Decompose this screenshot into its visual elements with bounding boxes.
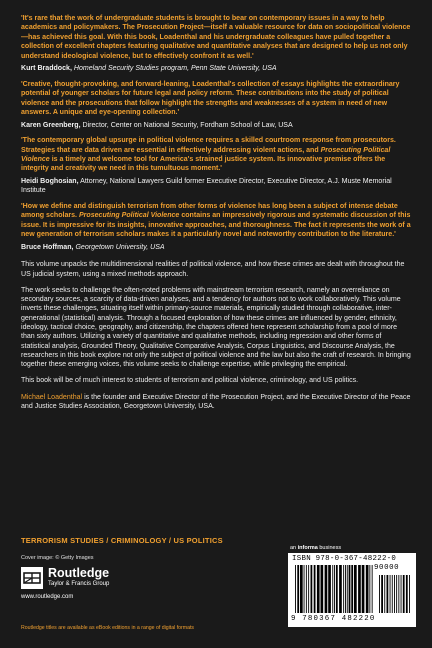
informa-business-tag: an informa business	[290, 545, 342, 551]
endorsement-4	[21, 202, 411, 252]
endorsement-1	[21, 14, 411, 74]
endorsement-attribution	[21, 121, 411, 131]
publisher-logo	[21, 566, 151, 600]
endorser-title: Homeland Security Studies program, Penn State University, USA	[73, 65, 277, 73]
endorser-name: Kurt Braddock,	[21, 65, 72, 73]
barcode-bar	[354, 565, 357, 613]
addon-bar	[384, 575, 385, 613]
barcode-bar	[366, 565, 369, 613]
routledge-emblem-icon	[21, 567, 43, 589]
author-name: Michael Loadenthal	[21, 393, 83, 401]
barcode-bar	[300, 565, 303, 613]
endorsement-attribution	[21, 243, 411, 253]
endorser-title: Attorney, National Lawyers Guild former Executive Director, Executive Director, A.J. Muste Memorial Institute	[21, 177, 392, 195]
endorsement-attribution	[21, 64, 411, 74]
publisher-group: Taylor & Francis Group	[48, 581, 110, 587]
endorsement-attribution	[21, 177, 411, 196]
endorsement-quote: 'Creative, thought-provoking, and forward-leaning, Loadenthal's collection of essays highlights the extraordinary potential of younger scholars for future legal and policy reform. These contributions into the study of political violence and the prosecutions that follow highlight the strengths and weaknesses of a system in need of new answers. A unique and eye-opening collection.'	[21, 80, 400, 117]
addon-bar	[409, 575, 410, 613]
endorsement-quote: 'How we define and distinguish terrorism from other forms of violence has long been a subject of intense debate among scholars. Prosecuting Political Violence contains an impressively rigorous and systematic discussion of this issue. It is impressive for its insights, innovative approaches, and thoroughness. The fact it represents the work of a new generation of terrorism scholars makes it a particularly novel and noteworthy contribution to the literature.'	[21, 202, 411, 239]
addon-bar	[398, 575, 399, 613]
endorser-name: Heidi Boghosian,	[21, 177, 79, 185]
barcode-bar	[343, 565, 344, 613]
barcode-digits: 9 780367 482220	[291, 615, 376, 623]
barcode-bar	[347, 565, 348, 613]
endorser-title: Georgetown University, USA	[75, 243, 165, 251]
endorser-title: Director, Center on National Security, Fordham School of Law, USA	[82, 121, 293, 129]
barcode-bar	[349, 565, 351, 613]
endorser-name: Karen Greenberg,	[21, 121, 81, 129]
addon-bar	[403, 575, 405, 613]
barcode-bar	[295, 565, 296, 613]
price-addon-number: 90000	[374, 564, 400, 572]
addon-bar	[394, 575, 395, 613]
addon-bar	[396, 575, 397, 613]
addon-bar	[406, 575, 408, 613]
endorsement-2	[21, 80, 411, 130]
endorsement-quote: 'It's rare that the work of undergraduate students is brought to bear on contemporary issues in a way to help academics and policymakers. The Prosecution Project—itself a valuable resource for data on sociopolitical violence—has achieved this goal. With this book, Loadenthal and his undergraduate colleagues have pulled together a collection of excellent chapters featuring qualitative and quantitative analyses that are designed to help us not only understand ideological violence, but to effectively confront it as well.'	[21, 15, 411, 60]
barcode-bar	[362, 565, 365, 613]
cover-image-credit: Cover image: © Getty Images	[21, 555, 94, 561]
isbn-label: ISBN 978-0-367-48222-0	[292, 555, 397, 563]
barcode-graphic	[291, 565, 413, 615]
barcode-bar	[332, 565, 333, 613]
isbn-barcode	[288, 553, 416, 627]
description-paragraph-1: This volume unpacks the multidimensional realities of political violence, and how these crimes are dealt with throughout the US judicial system, using a mixed methods approach.	[21, 261, 405, 278]
barcode-bar	[306, 565, 307, 613]
barcode-bar	[317, 565, 320, 613]
barcode-bar	[369, 565, 370, 613]
barcode-bar	[308, 565, 309, 613]
endorsement-3	[21, 136, 411, 196]
addon-bar	[387, 575, 389, 613]
author-bio: Michael Loadenthal is the founder and Executive Director of the Prosecution Project, and the Executive Director of the Peace and Justice Studies Association, Georgetown University, USA.	[21, 393, 411, 411]
description-paragraph-2: The work seeks to challenge the often-noted problems with mainstream terrorism research, namely an overreliance on secondary sources, a scarcity of data-driven analyses, and a tendency for authors not to work collaboratively. This volume inverts these challenges, situating itself within primary-source materials, empirically studied through collaborative, inter-generational (statistical) analysis. Through a focused exploration of how these crimes are influenced by gender, ethnicity, ideology, tactical choice, geography, and citizenship, the chapters offered here represent scholarship from a pool of more than sixty authors. Utilizing a variety of quantitative and qualitative methods, including regression and other forms of statistical analysis, Grounded Theory, Qualitative Comparative Analysis, Corpus Linguistics, and Discourse Analysis, the researchers in this book explore not only the subject of political violence and the law but also the craft of research. In bringing together these emerging voices, this volume seeks to challenge expertise, while privileging the empirical.	[21, 286, 411, 369]
description-paragraph-3: This book will be of much interest to students of terrorism and political violence, criminology, and US politics.	[21, 377, 359, 385]
barcode-bar	[334, 565, 335, 613]
barcode-bar	[339, 565, 342, 613]
endorser-name: Bruce Hoffman,	[21, 243, 74, 251]
barcode-bar	[321, 565, 324, 613]
barcode-bar	[358, 565, 361, 613]
addon-bar	[379, 575, 380, 613]
barcode-bar	[336, 565, 338, 613]
ebook-note: Routledge titles are available as eBook editions in a range of digital formats	[21, 625, 195, 631]
barcode-bar	[314, 565, 316, 613]
barcode-bar	[351, 565, 353, 613]
subject-categories: TERRORISM STUDIES / CRIMINOLOGY / US POLITICS	[21, 536, 223, 545]
barcode-bar	[311, 565, 313, 613]
addon-bar	[401, 575, 402, 613]
barcode-bar	[325, 565, 328, 613]
addon-bar	[381, 575, 383, 613]
barcode-bar	[345, 565, 346, 613]
publisher-name: Routledge	[48, 566, 110, 580]
barcode-bar	[297, 565, 299, 613]
barcode-bar	[328, 565, 331, 613]
barcode-bar	[372, 565, 373, 613]
publisher-url: www.routledge.com	[21, 594, 74, 600]
endorsement-quote: 'The contemporary global upsurge in political violence requires a skilled courtroom response from prosecutors. Strategies that are data driven are essential in effectively addressing violent actions, and Prosecuting Political Violence is a timely and welcome tool for America's strained justice system. Its innovative premise offers the integrity and creativity we need in this tumultuous moment.'	[21, 137, 396, 173]
addon-bar	[390, 575, 391, 613]
addon-bar	[392, 575, 393, 613]
barcode-bar	[304, 565, 305, 613]
